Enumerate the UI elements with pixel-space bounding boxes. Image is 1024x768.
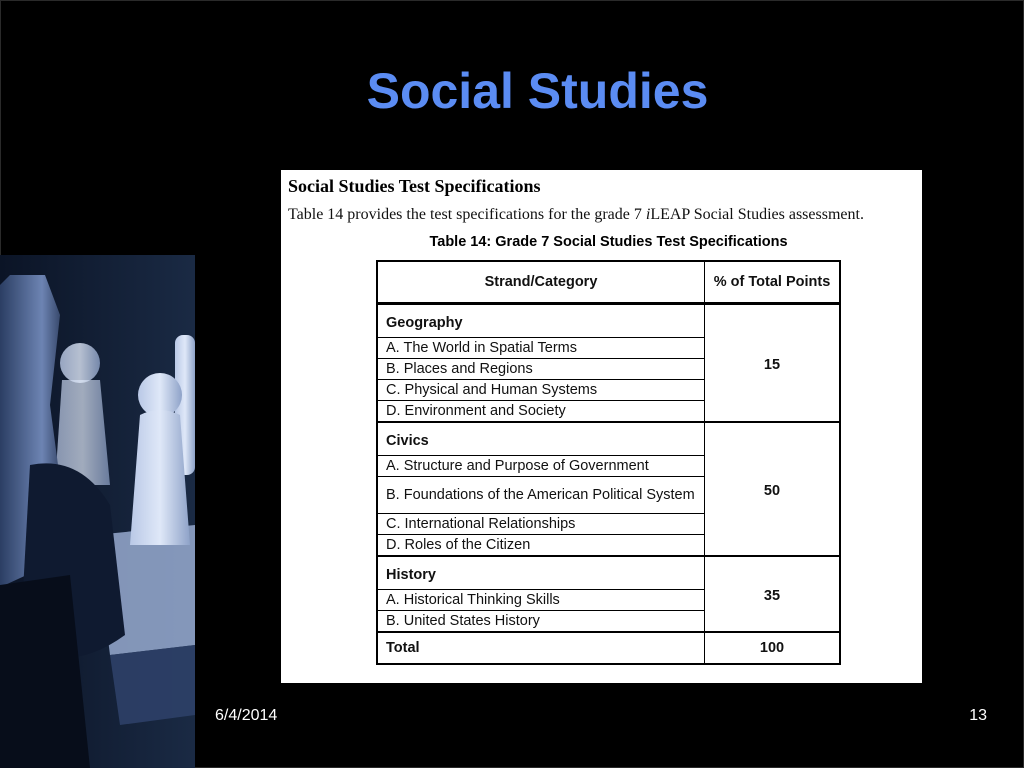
category-percent: 15 (705, 304, 841, 423)
document-heading: Social Studies Test Specifications (288, 176, 541, 196)
table-caption: Table 14: Grade 7 Social Studies Test Specifications (429, 234, 788, 250)
slide-date: 6/4/2014 (215, 707, 278, 724)
column-header-percent: % of Total Points (705, 261, 841, 304)
table-header-row (377, 261, 840, 304)
strand-item: C. Physical and Human Systems (377, 380, 705, 401)
document-image (281, 170, 922, 683)
category-row-history (377, 556, 840, 590)
strand-item: A. The World in Spatial Terms (377, 338, 705, 359)
slide-number: 13 (969, 707, 987, 724)
strand-item: B. United States History (377, 611, 705, 633)
strand-item: D. Roles of the Citizen (377, 535, 705, 557)
strand-item: D. Environment and Society (377, 401, 705, 423)
chess-pieces-image (0, 255, 195, 768)
category-name: Geography (377, 304, 705, 338)
category-row-civics (377, 422, 840, 456)
intro-text-start: Table 14 provides the test specifications for the grade 7 (288, 206, 646, 223)
strand-item: B. Foundations of the American Political System (377, 477, 705, 514)
strand-item: B. Places and Regions (377, 359, 705, 380)
category-percent: 50 (705, 422, 841, 556)
category-name: History (377, 556, 705, 590)
total-percent: 100 (705, 632, 841, 664)
total-label: Total (377, 632, 705, 664)
intro-text-end: LEAP Social Studies assessment. (650, 206, 864, 223)
document-intro (288, 206, 864, 224)
category-name: Civics (377, 422, 705, 456)
strand-item: C. International Relationships (377, 514, 705, 535)
category-percent: 35 (705, 556, 841, 632)
strand-item: A. Historical Thinking Skills (377, 590, 705, 611)
intro-text-italic: i (645, 206, 651, 223)
specifications-table (376, 260, 841, 665)
slide-title: Social Studies (366, 63, 709, 119)
column-header-strand: Strand/Category (377, 261, 705, 304)
total-row (377, 632, 840, 664)
strand-item: A. Structure and Purpose of Government (377, 456, 705, 477)
category-row-geography (377, 304, 840, 338)
